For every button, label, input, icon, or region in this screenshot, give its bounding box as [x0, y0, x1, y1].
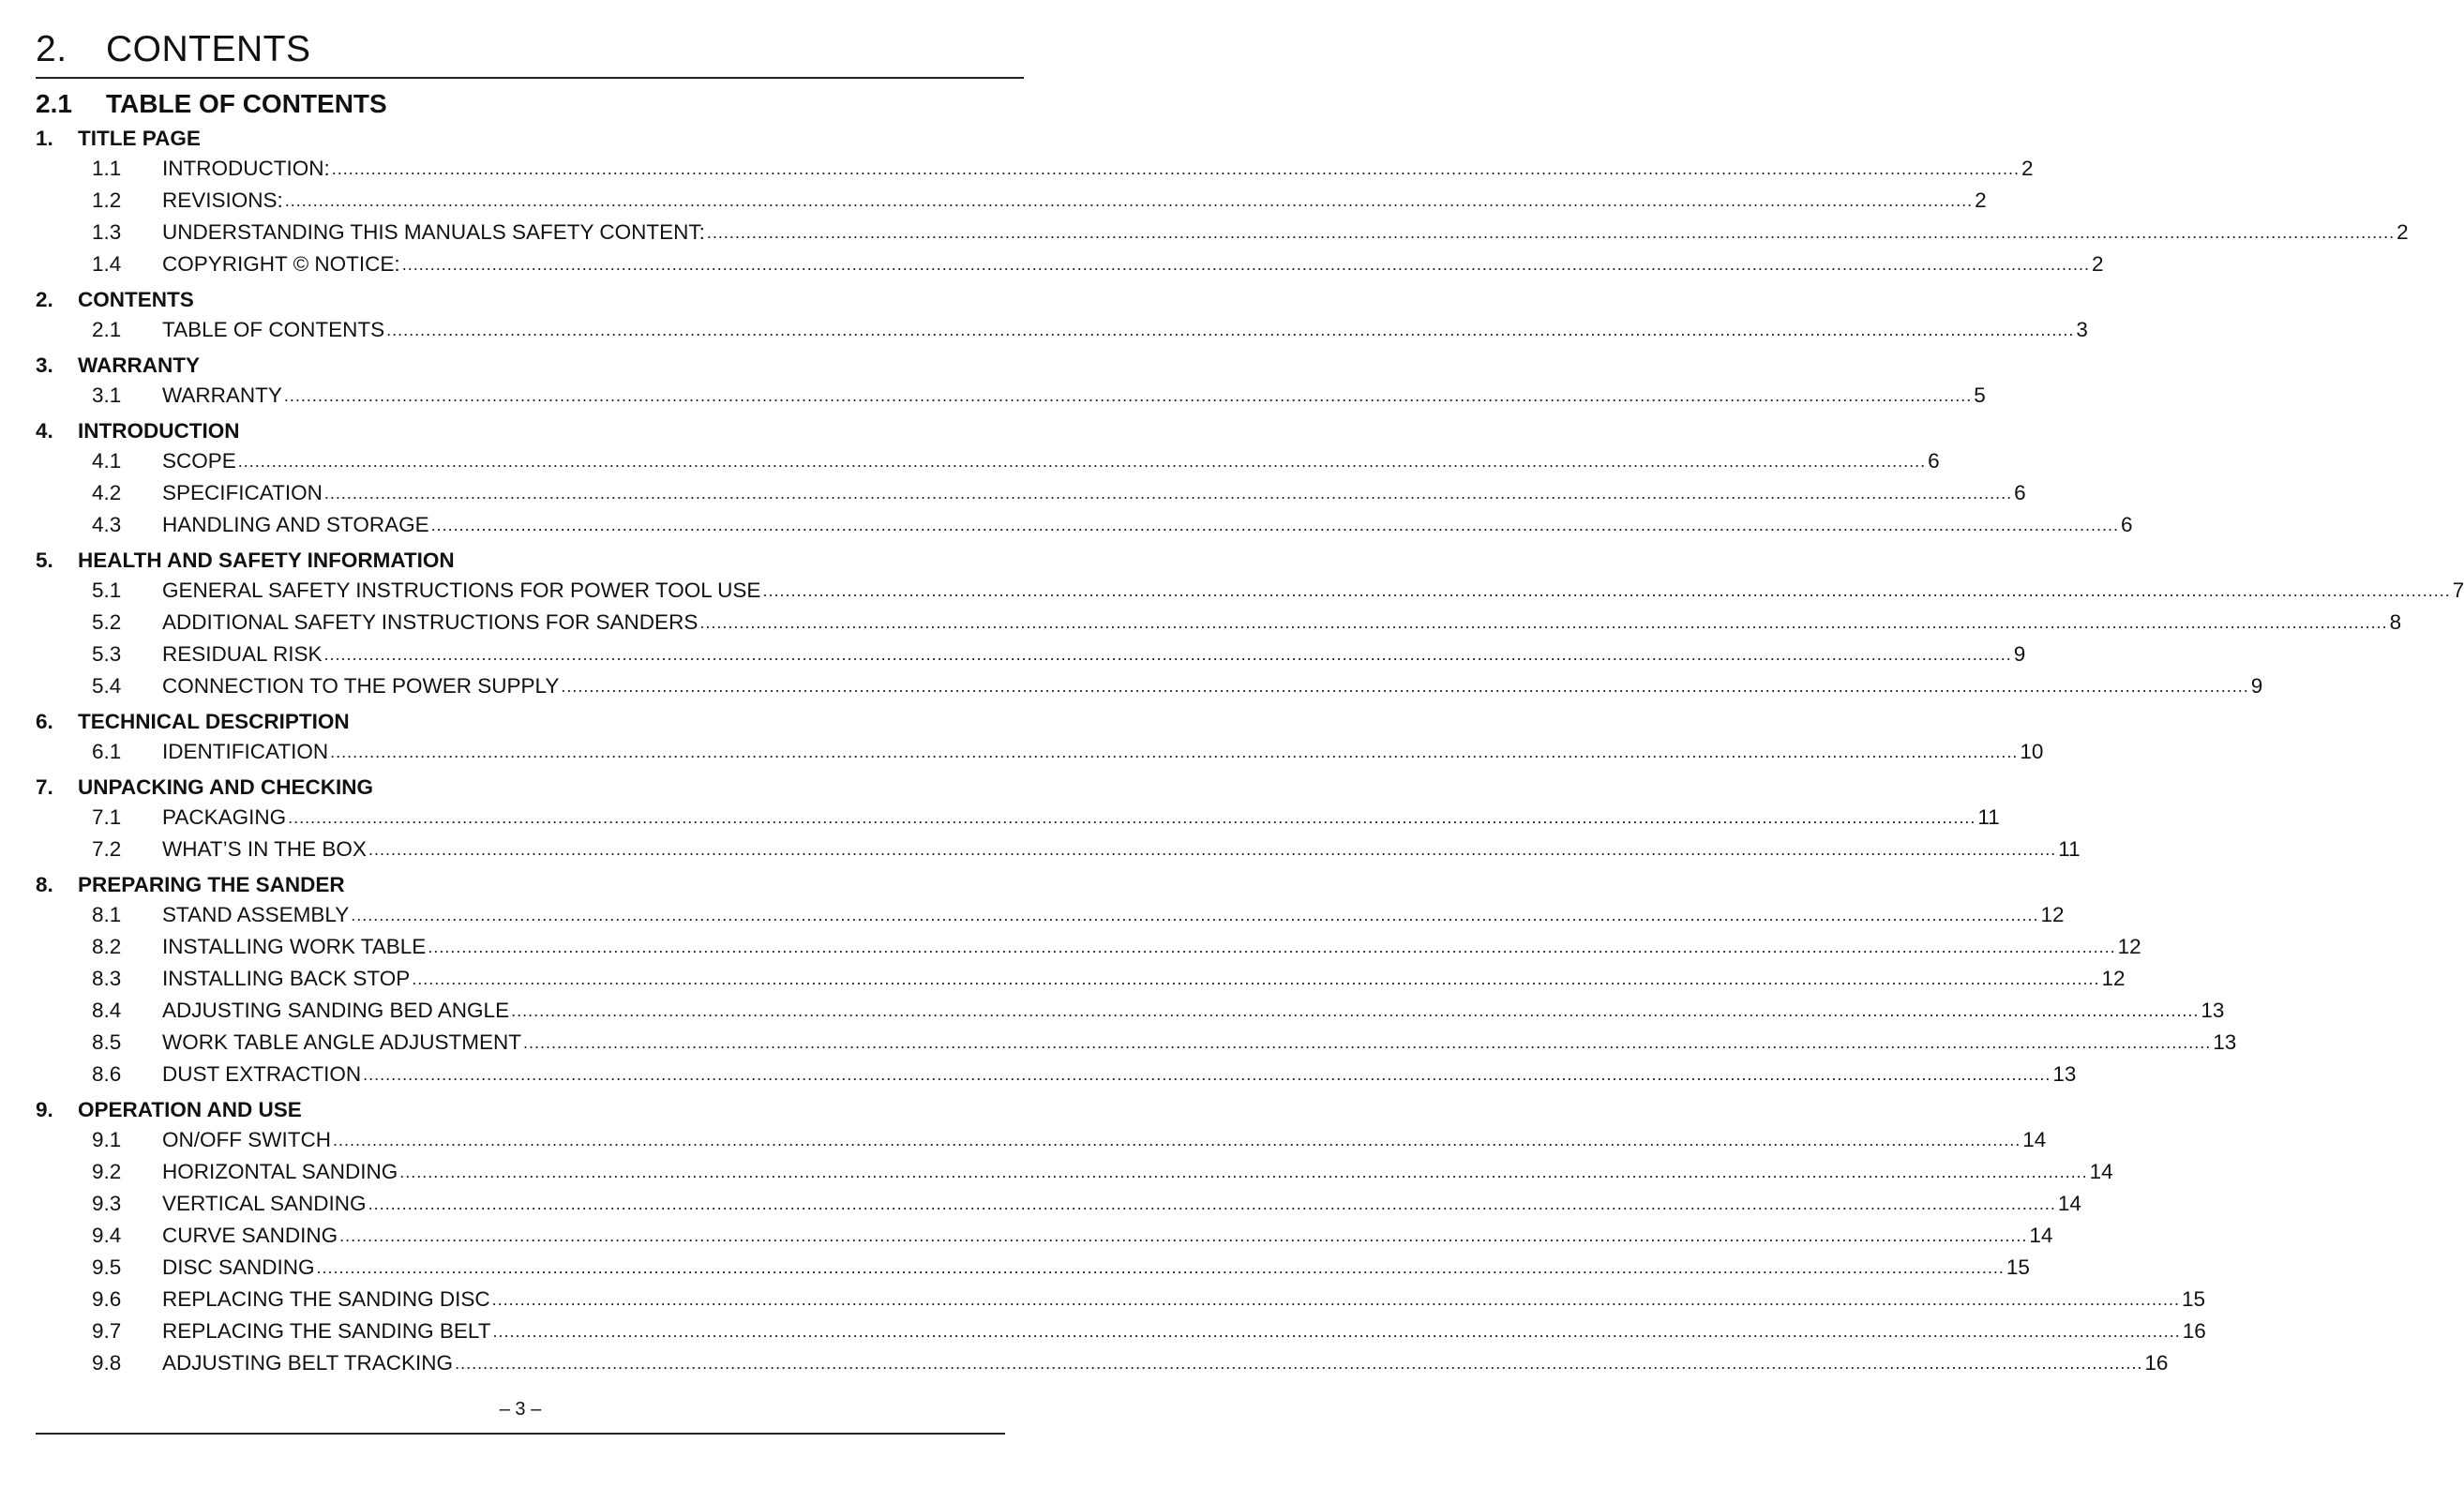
toc-entry-number: 1.1	[92, 157, 122, 180]
toc-entry-title: REVISIONS:	[162, 188, 283, 212]
toc-entry-number: 4.2	[92, 481, 122, 504]
toc-entry-number: 8.4	[92, 999, 122, 1022]
toc-group-title: PREPARING THE SANDER	[78, 873, 345, 896]
toc-entry-page: 14	[2029, 1224, 2053, 1247]
toc-dot-leader: ............................................................................................................................................................................................................................................................................................................	[706, 223, 2396, 242]
toc-entry-title: CONNECTION TO THE POWER SUPPLY	[162, 674, 560, 698]
toc-group-heading	[36, 286, 1024, 314]
toc-group	[36, 125, 2409, 280]
toc-entry-page: 16	[2144, 1351, 2169, 1375]
toc-entry[interactable]	[36, 1315, 2206, 1347]
toc-entry[interactable]	[36, 639, 2026, 670]
toc-entry-title: INTRODUCTION:	[162, 157, 330, 180]
toc-group-number: 5.	[36, 549, 53, 572]
toc-entry-page: 13	[2201, 999, 2225, 1022]
toc-entry-number: 9.7	[92, 1319, 122, 1343]
toc-entry-number: 6.1	[92, 740, 122, 763]
toc-group	[36, 774, 2081, 865]
toc-entry-title: INSTALLING WORK TABLE	[162, 935, 427, 958]
toc-dot-leader: ............................................................................................................................................................................................................................................................................................................	[762, 581, 2451, 600]
toc-entry[interactable]	[36, 963, 2126, 995]
toc-entry-number: 8.6	[92, 1062, 122, 1086]
toc-entry[interactable]	[36, 509, 2133, 541]
toc-entry-number: 3.1	[92, 383, 122, 407]
toc-group	[36, 417, 2133, 541]
toc-entry-title: REPLACING THE SANDING BELT	[162, 1319, 491, 1343]
toc-group	[36, 547, 2464, 702]
toc-entry-title: REPLACING THE SANDING DISC	[162, 1287, 490, 1311]
toc-entry-number: 1.4	[92, 252, 122, 276]
section-number: 2.1	[36, 89, 72, 118]
toc-dot-leader: ............................................................................................................................................................................................................................................................................................................	[428, 938, 2116, 956]
toc-dot-leader: ............................................................................................................................................................................................................................................................................................................	[237, 452, 1927, 471]
document-page	[36, 0, 2464, 1379]
toc-entry-page: 6	[2120, 513, 2133, 536]
toc-entry-title: STAND ASSEMBLY	[162, 903, 350, 926]
toc-entry-page: 10	[2020, 740, 2044, 763]
toc-entry[interactable]	[36, 380, 1986, 412]
toc-entry[interactable]	[36, 314, 2088, 346]
toc-entry-page: 2	[1975, 188, 1987, 212]
toc-entry[interactable]	[36, 995, 2225, 1027]
toc-entry[interactable]	[36, 802, 2000, 834]
toc-entry-number: 1.3	[92, 220, 122, 244]
toc-group-title: OPERATION AND USE	[78, 1098, 302, 1121]
toc-group-title: TECHNICAL DESCRIPTION	[78, 710, 350, 733]
toc-entry-number: 8.3	[92, 967, 122, 990]
toc-entry-number: 9.8	[92, 1351, 122, 1375]
toc-dot-leader: ............................................................................................................................................................................................................................................................................................................	[283, 386, 1973, 405]
toc-group-title: INTRODUCTION	[78, 419, 240, 443]
toc-entry-page: 3	[2076, 318, 2088, 341]
toc-entry-title: TABLE OF CONTENTS	[162, 318, 385, 341]
toc-entry[interactable]	[36, 1027, 2237, 1059]
toc-group	[36, 286, 2088, 346]
toc-entry-page: 11	[1977, 805, 2000, 829]
toc-group	[36, 708, 2044, 768]
toc-entry-number: 7.2	[92, 837, 122, 861]
toc-dot-leader: ............................................................................................................................................................................................................................................................................................................	[523, 1033, 2212, 1052]
toc-entry-page: 11	[2058, 837, 2081, 861]
toc-dot-leader: ............................................................................................................................................................................................................................................................................................................	[401, 255, 2090, 274]
toc-entry-page: 14	[2089, 1160, 2113, 1183]
toc-entry[interactable]	[36, 670, 2263, 702]
toc-entry[interactable]	[36, 1284, 2205, 1315]
toc-dot-leader: ............................................................................................................................................................................................................................................................................................................	[288, 808, 1976, 827]
toc-entry-title: INSTALLING BACK STOP	[162, 967, 411, 990]
toc-entry-title: SPECIFICATION	[162, 481, 323, 504]
toc-group-number: 6.	[36, 710, 53, 733]
toc-dot-leader: ............................................................................................................................................................................................................................................................................................................	[699, 613, 2388, 632]
toc-dot-leader: ............................................................................................................................................................................................................................................................................................................	[492, 1322, 2181, 1341]
toc-entry[interactable]	[36, 607, 2402, 639]
toc-dot-leader: ............................................................................................................................................................................................................................................................................................................	[284, 191, 1974, 210]
toc-entry-page: 15	[2006, 1255, 2030, 1279]
section-title	[36, 87, 1024, 121]
toc-entry[interactable]	[36, 575, 2464, 607]
toc-entry[interactable]	[36, 834, 2081, 865]
toc-dot-leader: ............................................................................................................................................................................................................................................................................................................	[399, 1163, 2088, 1181]
toc-entry-title: VERTICAL SANDING	[162, 1192, 367, 1215]
toc-entry[interactable]	[36, 217, 2409, 248]
toc-entry-number: 9.6	[92, 1287, 122, 1311]
toc-entry[interactable]	[36, 248, 2104, 280]
toc-group-heading	[36, 352, 1024, 380]
toc-dot-leader: ............................................................................................................................................................................................................................................................................................................	[363, 1065, 2051, 1084]
toc-entry-number: 1.2	[92, 188, 122, 212]
toc-entry[interactable]	[36, 1156, 2113, 1188]
toc-entry-page: 6	[2014, 481, 2026, 504]
toc-entry-number: 4.1	[92, 449, 122, 473]
toc-entry[interactable]	[36, 477, 2026, 509]
toc-entry-title: WHAT’S IN THE BOX	[162, 837, 367, 861]
toc-group-heading	[36, 547, 1024, 575]
toc-entry-number: 5.1	[92, 579, 122, 602]
toc-group-number: 8.	[36, 873, 53, 896]
toc-entry-page: 13	[2213, 1030, 2237, 1054]
toc-entry-page: 8	[2389, 610, 2402, 634]
toc-group-title: TITLE PAGE	[78, 127, 201, 150]
toc-entry-page: 6	[1928, 449, 1940, 473]
toc-dot-leader: ............................................................................................................................................................................................................................................................................................................	[316, 1258, 2005, 1277]
toc-entry-page: 2	[2396, 220, 2409, 244]
toc-group-title: HEALTH AND SAFETY INFORMATION	[78, 549, 455, 572]
toc-entry-title: SCOPE	[162, 449, 236, 473]
toc-entry-number: 5.4	[92, 674, 122, 698]
toc-dot-leader: ............................................................................................................................................................................................................................................................................................................	[455, 1354, 2143, 1373]
toc-entry-title: COPYRIGHT © NOTICE:	[162, 252, 400, 276]
toc-dot-leader: ............................................................................................................................................................................................................................................................................................................	[351, 906, 2039, 924]
toc-entry[interactable]	[36, 1252, 2030, 1284]
toc-entry-number: 9.1	[92, 1128, 122, 1151]
toc-group-number: 2.	[36, 288, 53, 311]
toc-entry-page: 9	[2250, 674, 2263, 698]
toc-group-number: 9.	[36, 1098, 53, 1121]
toc-entry-number: 9.5	[92, 1255, 122, 1279]
toc-entry[interactable]	[36, 1059, 2077, 1090]
toc-group-number: 3.	[36, 353, 53, 377]
toc-entry-title: ADJUSTING SANDING BED ANGLE	[162, 999, 510, 1022]
toc-entry-title: DISC SANDING	[162, 1255, 315, 1279]
toc-entry-page: 7	[2452, 579, 2464, 602]
toc-entry-page: 9	[2013, 642, 2026, 666]
toc-dot-leader: ............................................................................................................................................................................................................................................................................................................	[386, 321, 2075, 339]
toc-dot-leader: ............................................................................................................................................................................................................................................................................................................	[368, 840, 2057, 859]
toc-entry-title: IDENTIFICATION	[162, 740, 329, 763]
toc-group	[36, 352, 1986, 412]
toc-entry-page: 14	[2022, 1128, 2047, 1151]
toc-dot-leader: ............................................................................................................................................................................................................................................................................................................	[323, 484, 2013, 503]
toc-group	[36, 871, 2237, 1090]
toc-entry-title: UNDERSTANDING THIS MANUALS SAFETY CONTENT:	[162, 220, 705, 244]
toc-dot-leader: ............................................................................................................................................................................................................................................................................................................	[332, 1131, 2021, 1150]
toc-entry-title: ADJUSTING BELT TRACKING	[162, 1351, 454, 1375]
toc-entry-title: PACKAGING	[162, 805, 287, 829]
toc-entry[interactable]	[36, 736, 2044, 768]
toc-group-title: CONTENTS	[78, 288, 194, 311]
bottom-divider	[36, 1433, 1005, 1435]
toc-group-heading	[36, 417, 1024, 445]
toc-entry-page: 16	[2182, 1319, 2206, 1343]
toc-dot-leader: ............................................................................................................................................................................................................................................................................................................	[491, 1290, 2180, 1309]
toc-entry-page: 2	[2091, 252, 2104, 276]
toc-entry-title: HANDLING AND STORAGE	[162, 513, 429, 536]
toc-entry[interactable]	[36, 1124, 2047, 1156]
toc-entry[interactable]	[36, 185, 1987, 217]
toc-entry-number: 8.1	[92, 903, 122, 926]
toc-entry[interactable]	[36, 899, 2065, 931]
toc-dot-leader: ............................................................................................................................................................................................................................................................................................................	[330, 743, 2019, 761]
toc-entry[interactable]	[36, 1188, 2081, 1220]
toc-entry-page: 12	[2040, 903, 2065, 926]
toc-entry-number: 4.3	[92, 513, 122, 536]
toc-dot-leader: ............................................................................................................................................................................................................................................................................................................	[331, 159, 2021, 178]
toc-entry-number: 5.2	[92, 610, 122, 634]
toc-entry-title: GENERAL SAFETY INSTRUCTIONS FOR POWER TOOL USE	[162, 579, 761, 602]
toc-group-number: 7.	[36, 775, 53, 799]
toc-group-heading	[36, 1096, 1024, 1124]
chapter-number: 2.	[36, 29, 68, 69]
toc-dot-leader: ............................................................................................................................................................................................................................................................................................................	[323, 645, 2012, 664]
toc-entry-number: 8.2	[92, 935, 122, 958]
toc-entry-title: HORIZONTAL SANDING	[162, 1160, 398, 1183]
toc-dot-leader: ............................................................................................................................................................................................................................................................................................................	[368, 1195, 2056, 1213]
toc-entry-page: 12	[2101, 967, 2126, 990]
toc-group-number: 4.	[36, 419, 53, 443]
toc-group	[36, 1096, 2206, 1379]
toc-dot-leader: ............................................................................................................................................................................................................................................................................................................	[339, 1226, 2028, 1245]
toc-group-title: UNPACKING AND CHECKING	[78, 775, 373, 799]
toc-entry-title: ON/OFF SWITCH	[162, 1128, 331, 1151]
table-of-contents	[36, 125, 2464, 1379]
toc-entry-page: 13	[2052, 1062, 2077, 1086]
chapter-title-text: CONTENTS	[106, 29, 311, 69]
toc-entry[interactable]	[36, 153, 2034, 185]
toc-entry-title: WORK TABLE ANGLE ADJUSTMENT	[162, 1030, 521, 1054]
toc-entry-number: 9.4	[92, 1224, 122, 1247]
toc-entry-number: 8.5	[92, 1030, 122, 1054]
toc-entry-number: 2.1	[92, 318, 122, 341]
toc-entry-number: 9.2	[92, 1160, 122, 1183]
toc-entry-page: 12	[2117, 935, 2141, 958]
toc-entry-page: 5	[1974, 383, 1986, 407]
page-footer: – 3 –	[499, 1399, 542, 1420]
toc-entry-title: RESIDUAL RISK	[162, 642, 323, 666]
toc-entry-page: 2	[2021, 157, 2034, 180]
toc-entry-title: WARRANTY	[162, 383, 282, 407]
chapter-title	[36, 0, 1024, 73]
toc-entry-page: 14	[2057, 1192, 2081, 1215]
toc-entry-number: 5.3	[92, 642, 122, 666]
toc-entry[interactable]	[36, 1347, 2169, 1379]
toc-entry-title: ADDITIONAL SAFETY INSTRUCTIONS FOR SANDERS	[162, 610, 699, 634]
toc-group-number: 1.	[36, 127, 53, 150]
toc-group-heading	[36, 774, 1024, 802]
toc-entry-page: 15	[2181, 1287, 2205, 1311]
toc-entry[interactable]	[36, 445, 1940, 477]
toc-entry-number: 9.3	[92, 1192, 122, 1215]
toc-entry-title: DUST EXTRACTION	[162, 1062, 362, 1086]
toc-dot-leader: ............................................................................................................................................................................................................................................................................................................	[561, 677, 2249, 696]
toc-entry[interactable]	[36, 1220, 2053, 1252]
toc-dot-leader: ............................................................................................................................................................................................................................................................................................................	[430, 516, 2119, 534]
toc-group-heading	[36, 871, 1024, 899]
toc-entry-number: 7.1	[92, 805, 122, 829]
toc-entry-title: CURVE SANDING	[162, 1224, 338, 1247]
toc-dot-leader: ............................................................................................................................................................................................................................................................................................................	[511, 1001, 2200, 1020]
toc-dot-leader: ............................................................................................................................................................................................................................................................................................................	[412, 969, 2100, 988]
toc-group-heading	[36, 708, 1024, 736]
section-title-text: TABLE OF CONTENTS	[106, 89, 387, 118]
toc-entry[interactable]	[36, 931, 2141, 963]
top-divider	[36, 77, 1024, 79]
toc-group-heading	[36, 125, 1024, 153]
toc-group-title: WARRANTY	[78, 353, 200, 377]
